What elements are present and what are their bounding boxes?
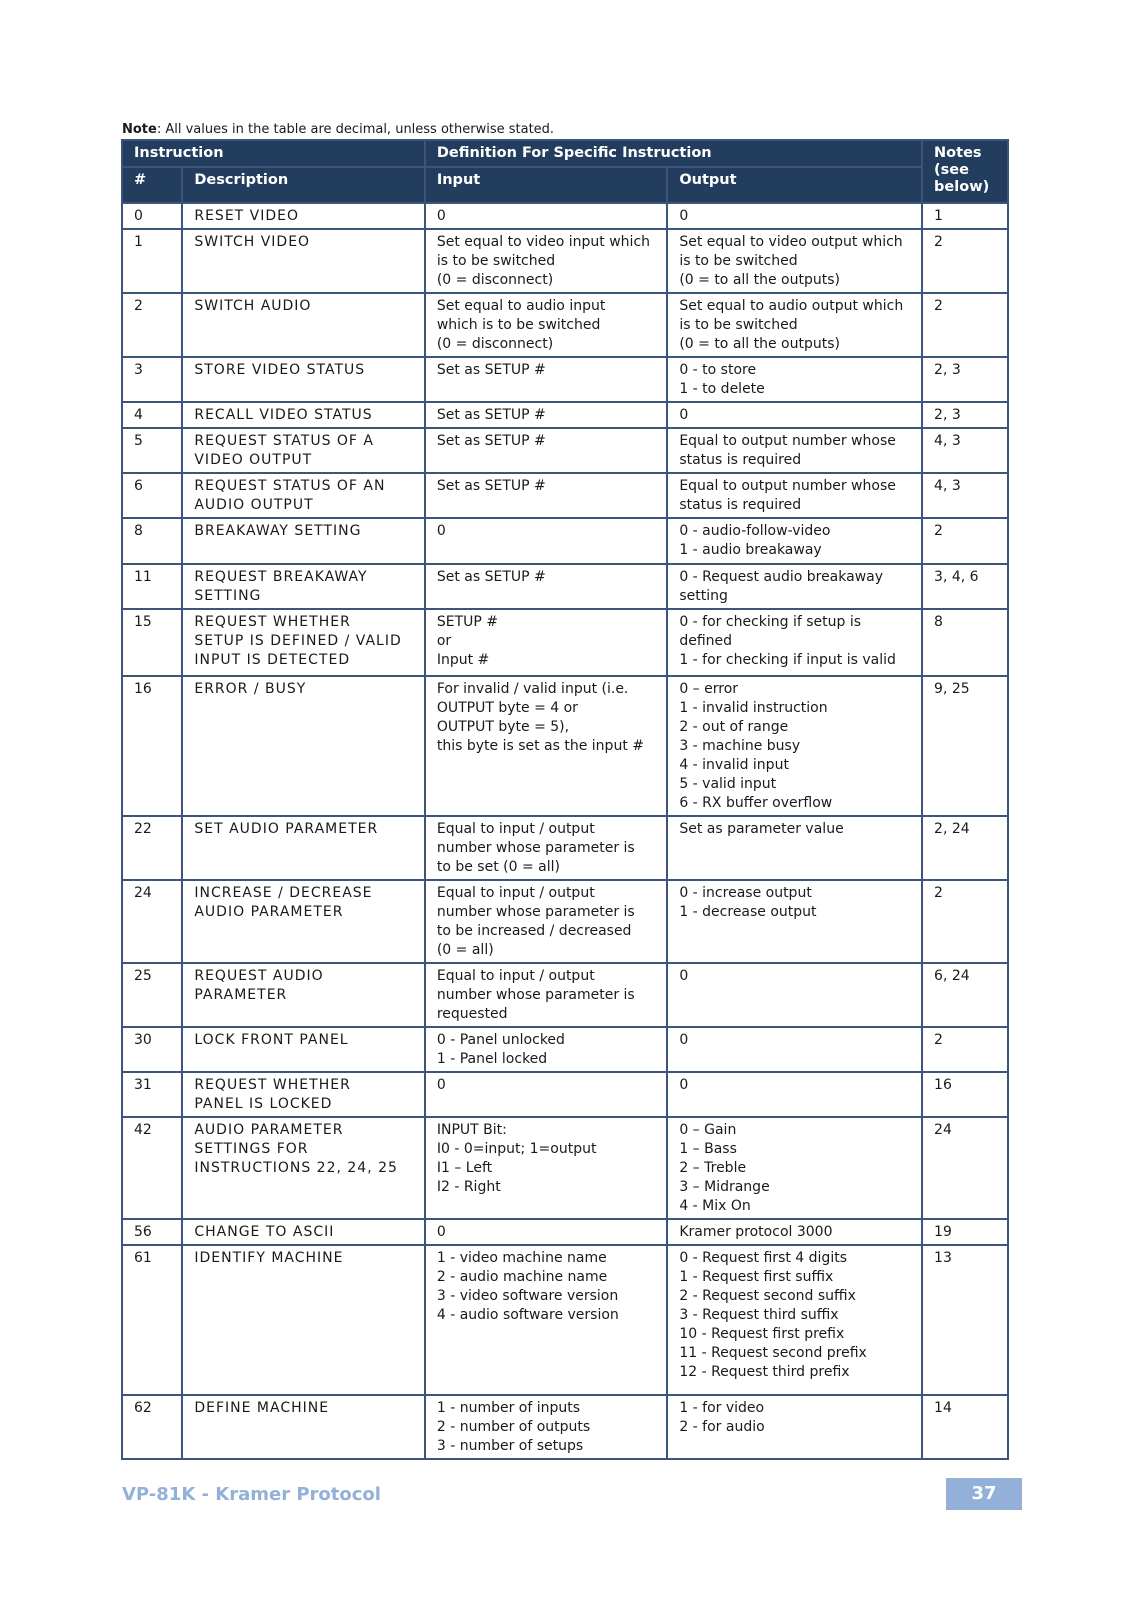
cell-output-line: 5 - valid input xyxy=(679,776,777,792)
cell-output-line: 2 - Request second suffix xyxy=(679,1288,856,1304)
table-body xyxy=(122,203,1008,1459)
cell-description-line: RESET VIDEO xyxy=(194,208,300,224)
cell-input xyxy=(425,357,667,402)
cell-notes: 16 xyxy=(922,1072,1008,1117)
cell-number: 6 xyxy=(122,473,182,518)
cell-number: 11 xyxy=(122,564,182,609)
cell-output-line: 3 - machine busy xyxy=(679,738,801,754)
cell-number: 24 xyxy=(122,880,182,963)
table-row xyxy=(122,1395,1008,1459)
cell-output-line: 0 - audio-follow-video xyxy=(679,523,831,539)
cell-input-line: 3 - number of setups xyxy=(436,1438,584,1454)
cell-description xyxy=(182,518,424,564)
cell-input-line: I2 - Right xyxy=(436,1179,501,1195)
cell-output-line: 0 - Request audio breakaway xyxy=(679,569,884,585)
cell-notes: 2, 3 xyxy=(922,402,1008,428)
cell-notes: 8 xyxy=(922,609,1008,676)
table-row xyxy=(122,518,1008,564)
cell-input xyxy=(425,1219,667,1245)
cell-output-line: (0 = to all the outputs) xyxy=(679,272,840,288)
cell-output xyxy=(667,1117,922,1219)
cell-input xyxy=(425,293,667,357)
cell-output-line: 1 - Request first suffix xyxy=(679,1269,834,1285)
cell-output xyxy=(667,1027,922,1072)
cell-notes: 2, 3 xyxy=(922,357,1008,402)
cell-description-line: REQUEST WHETHER xyxy=(194,614,351,630)
cell-number: 3 xyxy=(122,357,182,402)
cell-number: 25 xyxy=(122,963,182,1027)
header-description: Description xyxy=(182,167,424,203)
cell-input-line: 0 - Panel unlocked xyxy=(436,1032,565,1048)
cell-output-line: 0 - Request first 4 digits xyxy=(679,1250,847,1266)
cell-input-line: INPUT Bit: xyxy=(436,1122,507,1138)
cell-output-line: 12 - Request third prefix xyxy=(679,1364,850,1380)
cell-input-line: requested xyxy=(436,1006,508,1022)
cell-input-line: I0 - 0=input; 1=output xyxy=(436,1141,597,1157)
table-row xyxy=(122,564,1008,609)
cell-description-line: PANEL IS LOCKED xyxy=(194,1096,333,1112)
cell-description xyxy=(182,1072,424,1117)
cell-description-line: STORE VIDEO STATUS xyxy=(194,362,366,378)
cell-input-line: 3 - video software version xyxy=(436,1288,619,1304)
cell-output xyxy=(667,609,922,676)
cell-notes: 13 xyxy=(922,1245,1008,1395)
cell-description-line: PARAMETER xyxy=(194,987,288,1003)
cell-number: 61 xyxy=(122,1245,182,1395)
table-row xyxy=(122,676,1008,816)
cell-output-line: 10 - Request first prefix xyxy=(679,1326,845,1342)
cell-number: 22 xyxy=(122,816,182,880)
cell-input xyxy=(425,229,667,293)
cell-description xyxy=(182,609,424,676)
table-row xyxy=(122,402,1008,428)
cell-description xyxy=(182,357,424,402)
cell-input-line: (0 = disconnect) xyxy=(436,336,554,352)
cell-description xyxy=(182,963,424,1027)
cell-description-line: BREAKAWAY SETTING xyxy=(194,523,362,539)
cell-input xyxy=(425,1245,667,1395)
cell-number: 31 xyxy=(122,1072,182,1117)
cell-output-line: 3 – Midrange xyxy=(679,1179,770,1195)
cell-input-line: Set as SETUP # xyxy=(436,407,546,423)
cell-input xyxy=(425,473,667,518)
cell-description-line: SETTING xyxy=(194,588,262,604)
header-instruction: Instruction xyxy=(122,140,425,167)
cell-notes: 1 xyxy=(922,203,1008,229)
cell-output-line: 3 - Request third suffix xyxy=(679,1307,839,1323)
cell-description xyxy=(182,676,424,816)
cell-output xyxy=(667,518,922,564)
table-note xyxy=(122,122,554,138)
cell-output-line: 1 - to delete xyxy=(679,381,765,397)
footer-title: VP-81K - Kramer Protocol xyxy=(122,1484,381,1505)
cell-description-line: LOCK FRONT PANEL xyxy=(194,1032,349,1048)
note-text: : All values in the table are decimal, unless otherwise stated. xyxy=(156,122,555,137)
cell-output-line: Set as parameter value xyxy=(679,821,844,837)
cell-description-line: RECALL VIDEO STATUS xyxy=(194,407,373,423)
cell-description-line: AUDIO OUTPUT xyxy=(194,497,314,513)
cell-input-line: number whose parameter is xyxy=(436,987,635,1003)
cell-description-line: INPUT IS DETECTED xyxy=(194,652,351,668)
header-definition: Definition For Specific Instruction xyxy=(425,140,922,167)
cell-description-line: SETUP IS DEFINED / VALID xyxy=(194,633,402,649)
cell-notes: 2 xyxy=(922,518,1008,564)
cell-input-line: number whose parameter is xyxy=(436,904,635,920)
cell-output-line: (0 = to all the outputs) xyxy=(679,336,840,352)
header-input: Input xyxy=(425,167,667,203)
cell-number: 1 xyxy=(122,229,182,293)
cell-input-line: number whose parameter is xyxy=(436,840,635,856)
cell-description-line: REQUEST STATUS OF AN xyxy=(194,478,386,494)
cell-input-line: to be set (0 = all) xyxy=(436,859,560,875)
cell-notes: 2 xyxy=(922,229,1008,293)
cell-number: 62 xyxy=(122,1395,182,1459)
cell-output-line: 0 xyxy=(679,1077,689,1093)
cell-output-line: 0 – Gain xyxy=(679,1122,737,1138)
table-row xyxy=(122,293,1008,357)
cell-output-line: 0 – error xyxy=(679,681,739,697)
cell-output-line: defined xyxy=(679,633,733,649)
cell-input-line: 0 xyxy=(436,208,446,224)
cell-input xyxy=(425,564,667,609)
cell-output xyxy=(667,564,922,609)
cell-output xyxy=(667,203,922,229)
cell-description xyxy=(182,1395,424,1459)
cell-notes: 2 xyxy=(922,293,1008,357)
cell-description xyxy=(182,564,424,609)
cell-input-line: Set equal to video input which xyxy=(436,234,651,250)
cell-output-line: status is required xyxy=(679,497,802,513)
table-row xyxy=(122,1117,1008,1219)
cell-output-line: 0 xyxy=(679,407,689,423)
cell-output-line: status is required xyxy=(679,452,802,468)
cell-input-line: For invalid / valid input (i.e. xyxy=(436,681,629,697)
cell-number: 4 xyxy=(122,402,182,428)
cell-notes: 3, 4, 6 xyxy=(922,564,1008,609)
cell-description-line: SWITCH AUDIO xyxy=(194,298,312,314)
cell-output-line: 0 - increase output xyxy=(679,885,812,901)
cell-output xyxy=(667,963,922,1027)
cell-output-line: 1 - for checking if input is valid xyxy=(679,652,896,668)
cell-output-line: Equal to output number whose xyxy=(679,478,896,494)
cell-input-line: Input # xyxy=(436,652,490,668)
cell-notes: 19 xyxy=(922,1219,1008,1245)
protocol-table xyxy=(121,139,1009,1460)
cell-input-line: Set as SETUP # xyxy=(436,433,546,449)
cell-notes: 9, 25 xyxy=(922,676,1008,816)
cell-output xyxy=(667,1245,922,1395)
cell-output xyxy=(667,357,922,402)
header-num: # xyxy=(122,167,182,203)
cell-number: 16 xyxy=(122,676,182,816)
cell-input-line: which is to be switched xyxy=(436,317,601,333)
cell-output-line: 1 - for video xyxy=(679,1400,765,1416)
cell-number: 42 xyxy=(122,1117,182,1219)
cell-output-line: Kramer protocol 3000 xyxy=(679,1224,833,1240)
cell-input xyxy=(425,880,667,963)
cell-output-line: Set equal to audio output which xyxy=(679,298,904,314)
cell-description xyxy=(182,402,424,428)
cell-output xyxy=(667,816,922,880)
cell-output-line: 4 - invalid input xyxy=(679,757,789,773)
cell-input xyxy=(425,1027,667,1072)
table-row xyxy=(122,609,1008,676)
cell-input-line: OUTPUT byte = 4 or xyxy=(436,700,578,716)
cell-output xyxy=(667,676,922,816)
cell-input-line: 1 - Panel locked xyxy=(436,1051,548,1067)
cell-input-line: Set equal to audio input xyxy=(436,298,606,314)
header-output: Output xyxy=(667,167,922,203)
cell-output-line: 4 - Mix On xyxy=(679,1198,751,1214)
cell-input xyxy=(425,428,667,473)
cell-description xyxy=(182,1219,424,1245)
cell-output-line: 11 - Request second prefix xyxy=(679,1345,867,1361)
note-label: Note xyxy=(122,122,157,137)
cell-input xyxy=(425,203,667,229)
cell-output xyxy=(667,1219,922,1245)
cell-input-line: Set as SETUP # xyxy=(436,569,546,585)
table-row xyxy=(122,473,1008,518)
cell-output xyxy=(667,402,922,428)
cell-input-line: Set as SETUP # xyxy=(436,478,546,494)
cell-input-line: 2 - number of outputs xyxy=(436,1419,591,1435)
cell-number: 8 xyxy=(122,518,182,564)
cell-description xyxy=(182,293,424,357)
cell-description xyxy=(182,473,424,518)
cell-output-line: 6 - RX buffer overflow xyxy=(679,795,833,811)
cell-notes: 4, 3 xyxy=(922,428,1008,473)
cell-input xyxy=(425,1395,667,1459)
cell-output xyxy=(667,229,922,293)
cell-description-line: DEFINE MACHINE xyxy=(194,1400,330,1416)
cell-input-line: to be increased / decreased xyxy=(436,923,632,939)
cell-input xyxy=(425,1117,667,1219)
cell-input-line: Equal to input / output xyxy=(436,968,595,984)
cell-output-line: Equal to output number whose xyxy=(679,433,896,449)
header-notes: Notes (see below) xyxy=(922,140,1008,203)
cell-output-line: 0 xyxy=(679,968,689,984)
cell-input-line: (0 = disconnect) xyxy=(436,272,554,288)
cell-input-line: or xyxy=(436,633,452,649)
cell-output-line: 2 - for audio xyxy=(679,1419,765,1435)
cell-number: 30 xyxy=(122,1027,182,1072)
cell-output xyxy=(667,293,922,357)
cell-number: 2 xyxy=(122,293,182,357)
cell-notes: 6, 24 xyxy=(922,963,1008,1027)
cell-input xyxy=(425,816,667,880)
cell-notes: 14 xyxy=(922,1395,1008,1459)
cell-output-line: is to be switched xyxy=(679,253,798,269)
cell-number: 56 xyxy=(122,1219,182,1245)
cell-description-line: REQUEST BREAKAWAY xyxy=(194,569,368,585)
cell-number: 15 xyxy=(122,609,182,676)
cell-output xyxy=(667,473,922,518)
cell-input-line: (0 = all) xyxy=(436,942,494,958)
cell-notes: 2 xyxy=(922,1027,1008,1072)
cell-number: 0 xyxy=(122,203,182,229)
cell-output-line: 1 - decrease output xyxy=(679,904,817,920)
cell-input xyxy=(425,609,667,676)
cell-output-line: 2 – Treble xyxy=(679,1160,747,1176)
table-row xyxy=(122,1072,1008,1117)
cell-output-line: 1 - invalid instruction xyxy=(679,700,828,716)
table-row xyxy=(122,357,1008,402)
cell-output xyxy=(667,428,922,473)
cell-input-line: Equal to input / output xyxy=(436,885,595,901)
cell-description-line: SETTINGS FOR xyxy=(194,1141,309,1157)
cell-notes: 24 xyxy=(922,1117,1008,1219)
cell-input xyxy=(425,676,667,816)
cell-notes: 2, 24 xyxy=(922,816,1008,880)
cell-input-line: 0 xyxy=(436,1077,446,1093)
cell-description-line: REQUEST STATUS OF A xyxy=(194,433,375,449)
cell-description-line: CHANGE TO ASCII xyxy=(194,1224,335,1240)
cell-description-line: IDENTIFY MACHINE xyxy=(194,1250,344,1266)
cell-output-line: setting xyxy=(679,588,728,604)
cell-description xyxy=(182,1245,424,1395)
cell-description xyxy=(182,816,424,880)
table-row xyxy=(122,880,1008,963)
cell-description xyxy=(182,1027,424,1072)
table-row xyxy=(122,1219,1008,1245)
cell-input-line: 1 - number of inputs xyxy=(436,1400,581,1416)
cell-input-line: 0 xyxy=(436,523,446,539)
cell-description-line: INSTRUCTIONS 22, 24, 25 xyxy=(194,1160,398,1176)
cell-description-line: AUDIO PARAMETER xyxy=(194,904,344,920)
cell-description-line: INCREASE / DECREASE xyxy=(194,885,373,901)
cell-input xyxy=(425,1072,667,1117)
cell-output xyxy=(667,880,922,963)
cell-notes: 4, 3 xyxy=(922,473,1008,518)
cell-output-line: is to be switched xyxy=(679,317,798,333)
cell-description-line: REQUEST AUDIO xyxy=(194,968,324,984)
cell-description xyxy=(182,1117,424,1219)
page-number: 37 xyxy=(946,1478,1022,1510)
cell-description xyxy=(182,203,424,229)
table-row xyxy=(122,816,1008,880)
cell-output-line: 0 xyxy=(679,208,689,224)
cell-input xyxy=(425,402,667,428)
cell-output-line: 0 xyxy=(679,1032,689,1048)
cell-input-line: Equal to input / output xyxy=(436,821,595,837)
cell-notes: 2 xyxy=(922,880,1008,963)
cell-output-line: 2 - out of range xyxy=(679,719,789,735)
cell-input-line: this byte is set as the input # xyxy=(436,738,644,754)
cell-output-line: Set equal to video output which xyxy=(679,234,903,250)
table-row xyxy=(122,963,1008,1027)
cell-description-line: SET AUDIO PARAMETER xyxy=(194,821,379,837)
cell-description xyxy=(182,229,424,293)
cell-input-line: 2 - audio machine name xyxy=(436,1269,608,1285)
table-row xyxy=(122,1245,1008,1395)
cell-description xyxy=(182,880,424,963)
cell-output xyxy=(667,1072,922,1117)
cell-number: 5 xyxy=(122,428,182,473)
cell-output-line: 0 - to store xyxy=(679,362,757,378)
cell-description-line: ERROR / BUSY xyxy=(194,681,307,697)
cell-output-line: 0 - for checking if setup is xyxy=(679,614,862,630)
cell-input xyxy=(425,963,667,1027)
cell-output xyxy=(667,1395,922,1459)
cell-input-line: 0 xyxy=(436,1224,446,1240)
table-row xyxy=(122,203,1008,229)
cell-input-line: OUTPUT byte = 5), xyxy=(436,719,570,735)
cell-description-line: REQUEST WHETHER xyxy=(194,1077,351,1093)
cell-input-line: 1 - video machine name xyxy=(436,1250,607,1266)
cell-input-line: is to be switched xyxy=(436,253,556,269)
cell-output-line: 1 - audio breakaway xyxy=(679,542,822,558)
table-row xyxy=(122,229,1008,293)
table-row xyxy=(122,1027,1008,1072)
cell-input-line: 4 - audio software version xyxy=(436,1307,619,1323)
cell-description-line: AUDIO PARAMETER xyxy=(194,1122,344,1138)
cell-input-line: Set as SETUP # xyxy=(436,362,546,378)
cell-description-line: SWITCH VIDEO xyxy=(194,234,311,250)
table-row xyxy=(122,428,1008,473)
cell-output-line: 1 – Bass xyxy=(679,1141,737,1157)
cell-description-line: VIDEO OUTPUT xyxy=(194,452,313,468)
cell-description xyxy=(182,428,424,473)
cell-input xyxy=(425,518,667,564)
cell-input-line: SETUP # xyxy=(436,614,498,630)
cell-input-line: I1 – Left xyxy=(436,1160,493,1176)
